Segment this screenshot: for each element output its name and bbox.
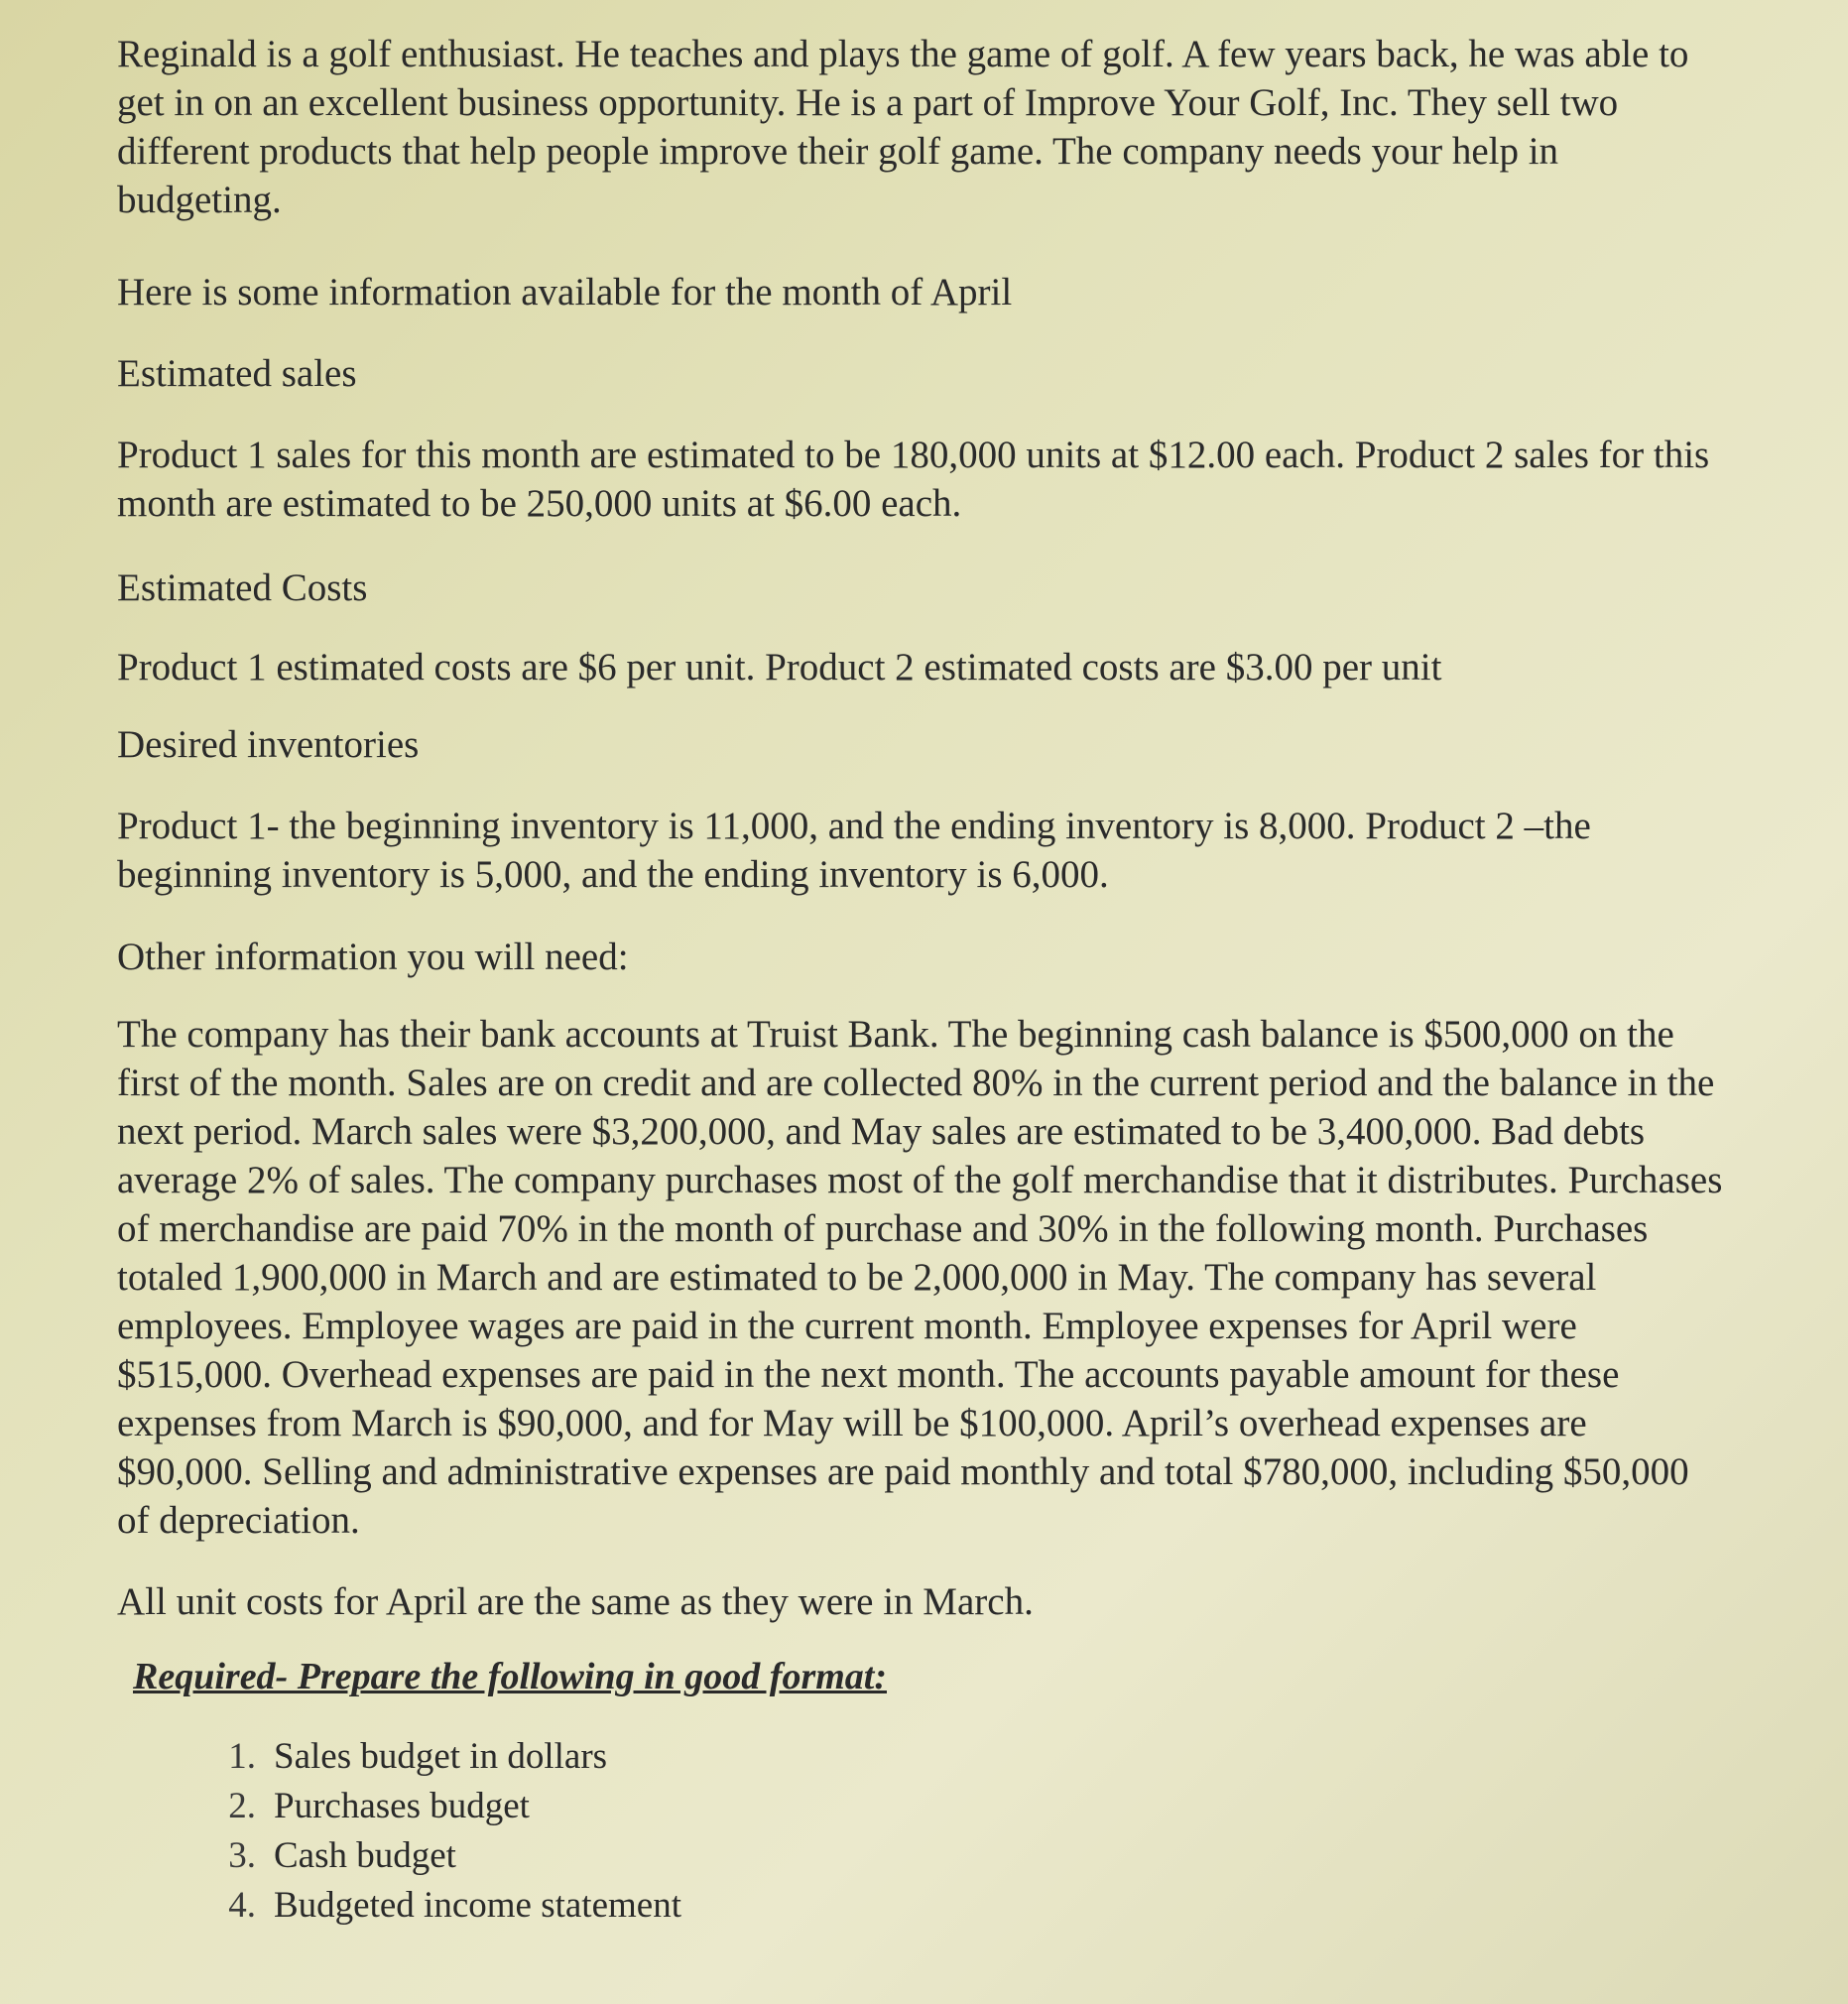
other-paragraph: The company has their bank accounts at Truist Bank. The beginning cash balance is $500,000 on the first of the month. Sales are on credit and are collected 80% in the current period and the balance in the next period. March sales were $3,200,000, and May sales are estimated to be 3,400,000. Bad debts average 2% of sales. The company purchases most of the golf merchandise that it distributes. Purchases of merchandise are paid 70% in the month of purchase and 30% in the following month. Purchases totaled 1,900,000 in March and are estimated to be 2,000,000 in May. The company has several employees. Employee wages are paid in the current month. Employee expenses for April were $515,000. Overhead expenses are paid in the next month. The accounts payable amount for these expenses from March is $90,000, and for May will be $100,000. April’s overhead expenses are $90,000. Selling and administrative expenses are paid monthly and total $780,000, including $50,000 of depreciation. xyxy=(117,1013,1723,1542)
costs-paragraph: Product 1 estimated costs are $6 per unit. Product 2 estimated costs are $3.00 per unit xyxy=(117,646,1442,689)
list-item-text: Purchases budget xyxy=(274,1786,530,1826)
list-item xyxy=(196,1881,681,1931)
required-heading: Required- Prepare the following in good format: xyxy=(133,1656,887,1697)
list-item-number: 2. xyxy=(228,1786,256,1826)
list-item-text: Sales budget in dollars xyxy=(274,1736,608,1777)
sales-paragraph: Product 1 sales for this month are estimated to be 180,000 units at $12.00 each. Product 2 sales for this month are estimated to be 250,000 units at $6.00 each. xyxy=(117,434,1710,525)
list-item xyxy=(196,1782,681,1831)
list-item-number: 1. xyxy=(228,1736,256,1777)
list-item xyxy=(196,1732,681,1782)
intro-paragraph: Reginald is a golf enthusiast. He teaches and plays the game of golf. A few years back, he was able to get in on an excellent business opportunity. He is a part of Improve Your Golf, Inc. They sell two different products that help people improve their golf game. The company needs your help in budgeting. xyxy=(117,33,1689,221)
other-heading: Other information you will need: xyxy=(117,936,629,978)
list-item-text: Cash budget xyxy=(274,1835,456,1876)
list-item xyxy=(196,1831,681,1881)
costs-heading: Estimated Costs xyxy=(117,566,368,609)
list-item-number: 4. xyxy=(228,1885,256,1926)
list-item-number: 3. xyxy=(228,1835,256,1876)
inventory-paragraph: Product 1- the beginning inventory is 11,000, and the ending inventory is 8,000. Product 2 –the beginning inventory is 5,000, and the ending inventory is 6,000. xyxy=(117,805,1591,896)
required-list xyxy=(196,1732,681,1931)
info-intro: Here is some information available for the month of April xyxy=(117,271,1013,313)
inventory-heading: Desired inventories xyxy=(117,723,420,766)
unit-costs-note: All unit costs for April are the same as they were in March. xyxy=(117,1580,1034,1623)
sales-heading: Estimated sales xyxy=(117,352,357,395)
list-item-text: Budgeted income statement xyxy=(274,1885,681,1926)
